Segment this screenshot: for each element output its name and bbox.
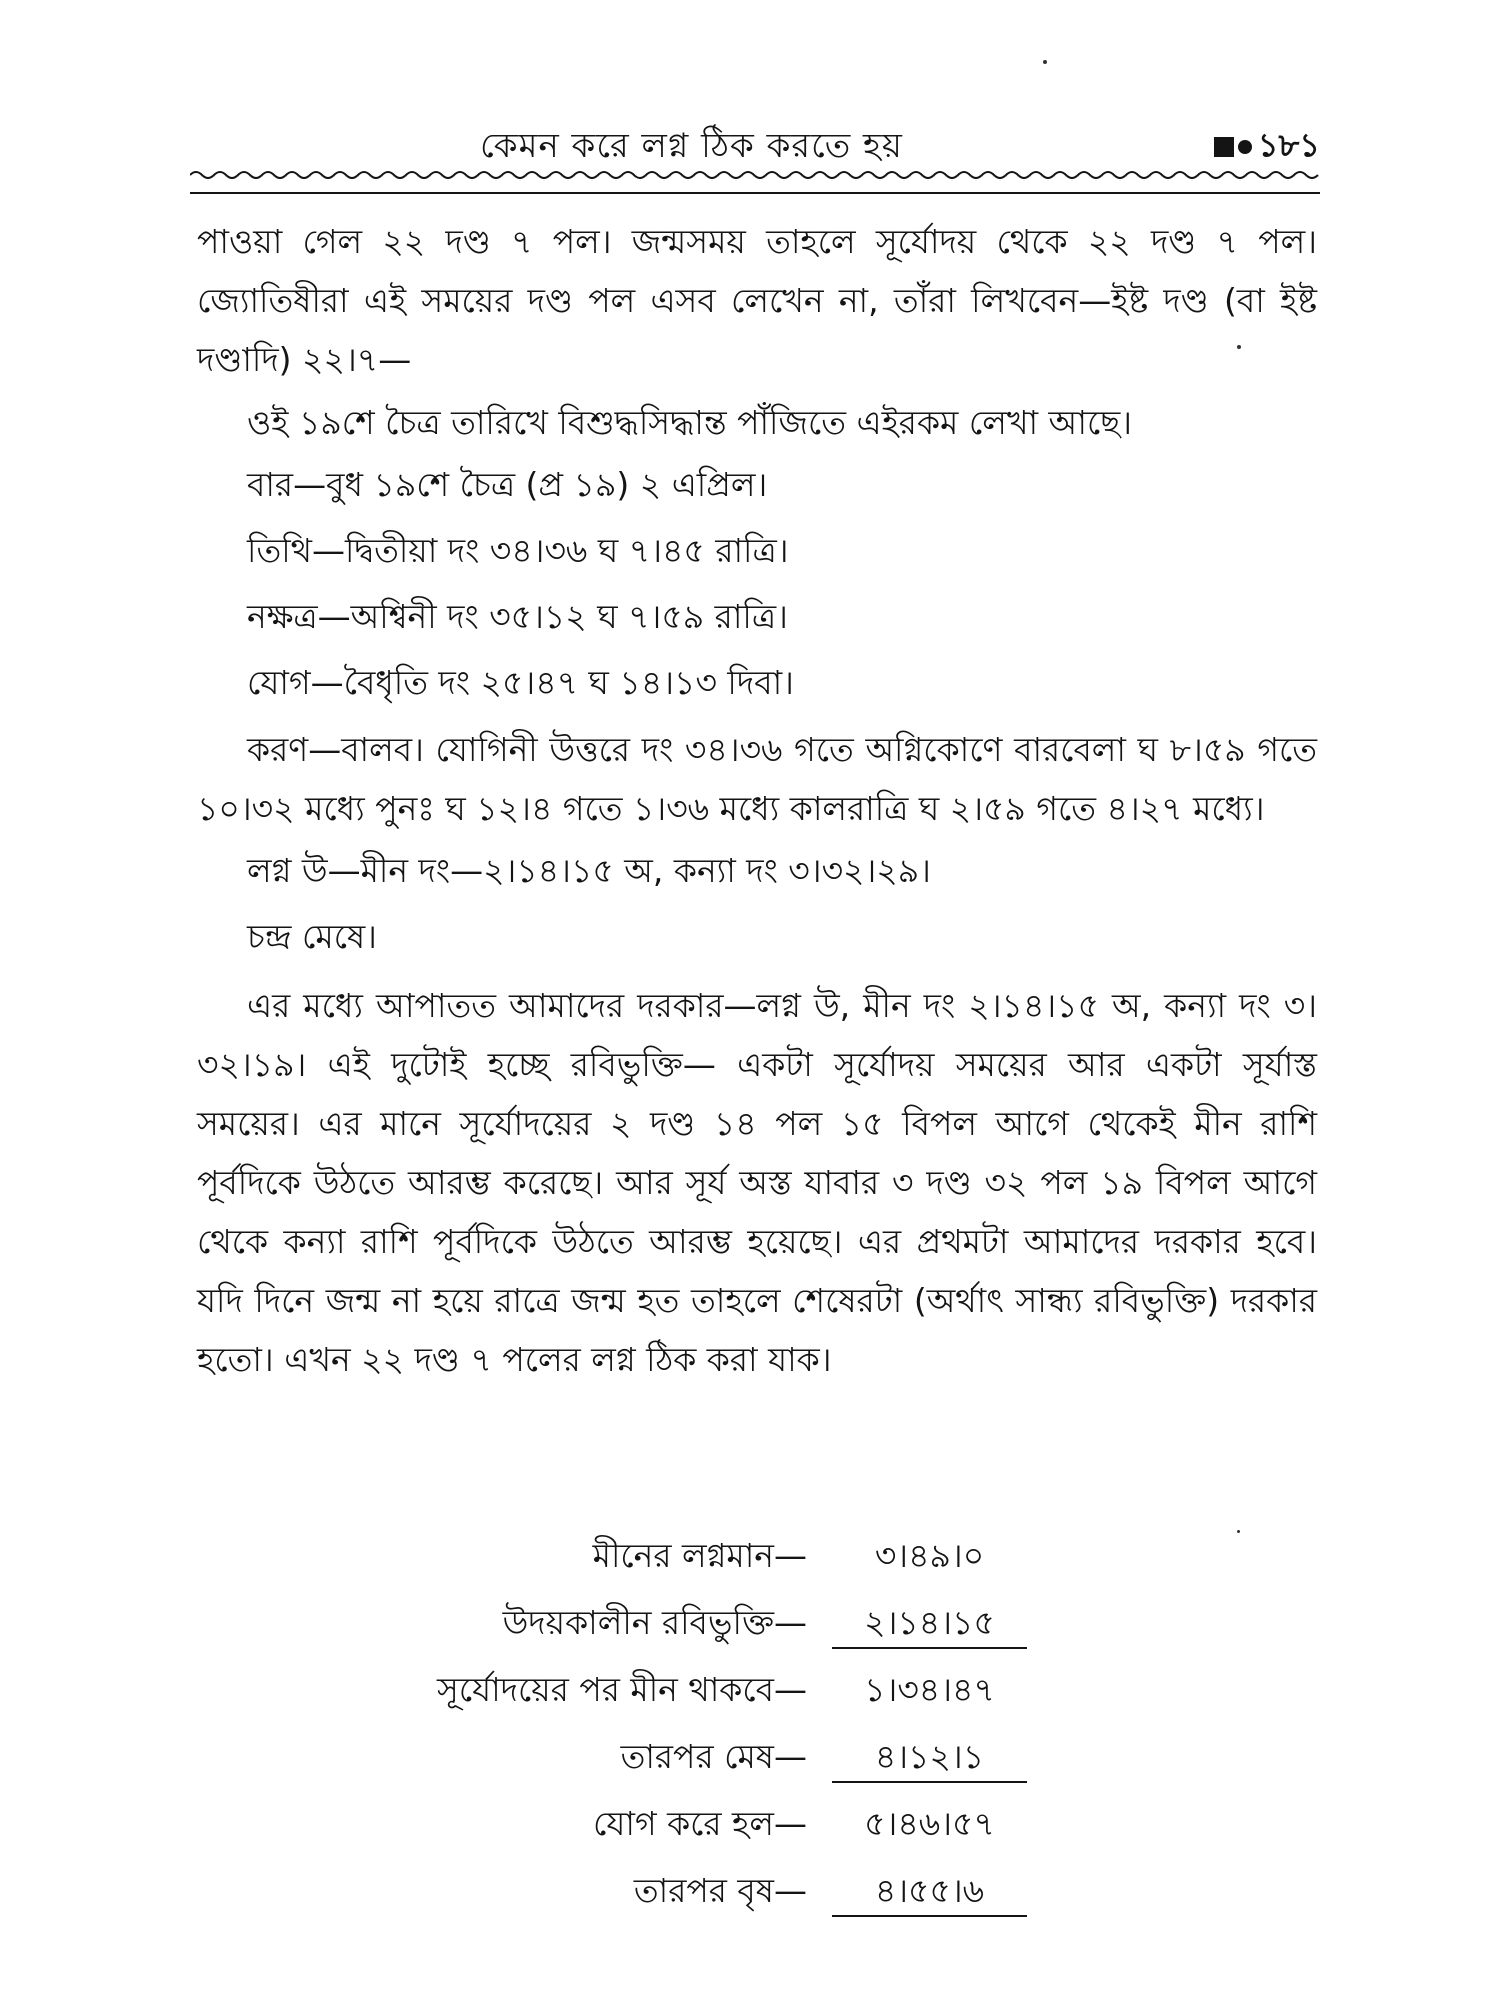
paragraph-main: এর মধ্যে আপাতত আমাদের দরকার—লগ্ন উ, মীন দং ২।১৪।১৫ অ, কন্যা দং ৩।৩২।১৯। এই দুটোই হচ্ছে রবিভুক্তি— একটা সূর্যোদয় সময়ের আর একটা সূর্যাস্ত সময়ের। এর মানে সূর্যোদয়ের ২ দণ্ড ১৪ পল ১৫ বিপল আগে থেকেই মীন রাশি পূর্বদিকে উঠতে আরম্ভ করেছে। আর সূর্য অস্ত যাবার ৩ দণ্ড ৩২ পল ১৯ বিপল আগে থেকে কন্যা রাশি পূর্বদিকে উঠতে আরম্ভ হয়েছে। এর প্রথমটা আমাদের দরকার হবে। যদি দিনে জন্ম না হয়ে রাত্রে জন্ম হত তাহলে শেষেরটা (অর্থাৎ সান্ধ্য রবিভুক্তি) দরকার হতো। এখন ২২ দণ্ড ৭ পলের লগ্ন ঠিক করা যাক। — [197, 986, 1317, 1379]
paragraph-2: ওই ১৯শে চৈত্র তারিখে বিশুদ্ধসিদ্ধান্ত পাঁজিতে এইরকম লেখা আছে। — [247, 403, 1133, 442]
line-tithi: তিথি—দ্বিতীয়া দং ৩৪।৩৬ ঘ ৭।৪৫ রাত্রি। — [247, 531, 789, 570]
calc-label: তারপর মেষ— — [620, 1737, 807, 1776]
line-chandra: চন্দ্র মেষে। — [247, 917, 377, 956]
header-wavy-rule — [190, 168, 1320, 182]
calc-row — [197, 1654, 1317, 1721]
header-rule — [190, 192, 1320, 194]
calc-value: ৩।৪৯।০ — [874, 1536, 985, 1575]
calc-label: সূর্যোদয়ের পর মীন থাকবে— — [437, 1670, 807, 1709]
line-yoga: যোগ—বৈধৃতি দং ২৫।৪৭ ঘ ১৪।১৩ দিবা। — [247, 663, 794, 702]
calc-row — [197, 1721, 1317, 1788]
calc-label: যোগ করে হল— — [592, 1804, 807, 1843]
paragraph-karan: করণ—বালব। যোগিনী উত্তরে দং ৩৪।৩৬ গতে অগ্নিকোণে বারবেলা ঘ ৮।৫৯ গতে ১০।৩২ মধ্যে পুনঃ ঘ ১২।৪ গতে ১।৩৬ মধ্যে কালরাত্রি ঘ ২।৫৯ গতে ৪।২৭ মধ্যে। — [197, 730, 1317, 828]
page-number-block — [1214, 120, 1320, 174]
print-speck — [1043, 60, 1047, 64]
line-bar: বার—বুধ ১৯শে চৈত্র (প্র ১৯) ২ এপ্রিল। — [247, 465, 768, 504]
calc-value: ৪।১২।১ — [874, 1737, 985, 1776]
calc-row — [197, 1520, 1317, 1587]
addition-rule — [832, 1781, 1027, 1783]
page-number: ১৮১ — [1257, 126, 1320, 164]
calc-row — [197, 1788, 1317, 1855]
calc-label: মীনের লগ্নমান— — [592, 1536, 807, 1575]
running-header — [190, 118, 1320, 168]
line-lagna: লগ্ন উ—মীন দং—২।১৪।১৫ অ, কন্যা দং ৩।৩২।২৯। — [247, 851, 931, 890]
calc-value: ২।১৪।১৫ — [864, 1603, 995, 1642]
dot-ornament-icon — [1238, 140, 1252, 154]
addition-rule — [832, 1915, 1027, 1917]
line-nakshatra: নক্ষত্র—অশ্বিনী দং ৩৫।১২ ঘ ৭।৫৯ রাত্রি। — [247, 597, 788, 636]
calc-value: ১।৩৪।৪৭ — [864, 1670, 995, 1709]
subtraction-rule — [832, 1647, 1027, 1649]
body-text — [197, 212, 1317, 1389]
square-ornament-icon — [1214, 137, 1234, 157]
print-speck — [1237, 1530, 1240, 1533]
paragraph-1: পাওয়া গেল ২২ দণ্ড ৭ পল। জন্মসময় তাহলে সূর্যোদয় থেকে ২২ দণ্ড ৭ পল। জ্যোতিষীরা এই সময়ের দণ্ড পল এসব লেখেন না, তাঁরা লিখবেন—ইষ্ট দণ্ড (বা ইষ্ট দণ্ডাদি) ২২।৭— — [197, 222, 1317, 379]
calc-row — [197, 1855, 1317, 1922]
calc-value: ৪।৫৫।৬ — [874, 1871, 985, 1910]
print-speck — [1237, 345, 1241, 349]
lagna-calculation — [197, 1520, 1317, 1922]
running-title: কেমন করে লগ্ন ঠিক করতে হয় — [480, 126, 903, 166]
calc-value: ৫।৪৬।৫৭ — [864, 1804, 995, 1843]
calc-label: উদয়কালীন রবিভুক্তি— — [502, 1603, 807, 1642]
calc-label: তারপর বৃষ— — [633, 1871, 807, 1910]
calc-row — [197, 1587, 1317, 1654]
